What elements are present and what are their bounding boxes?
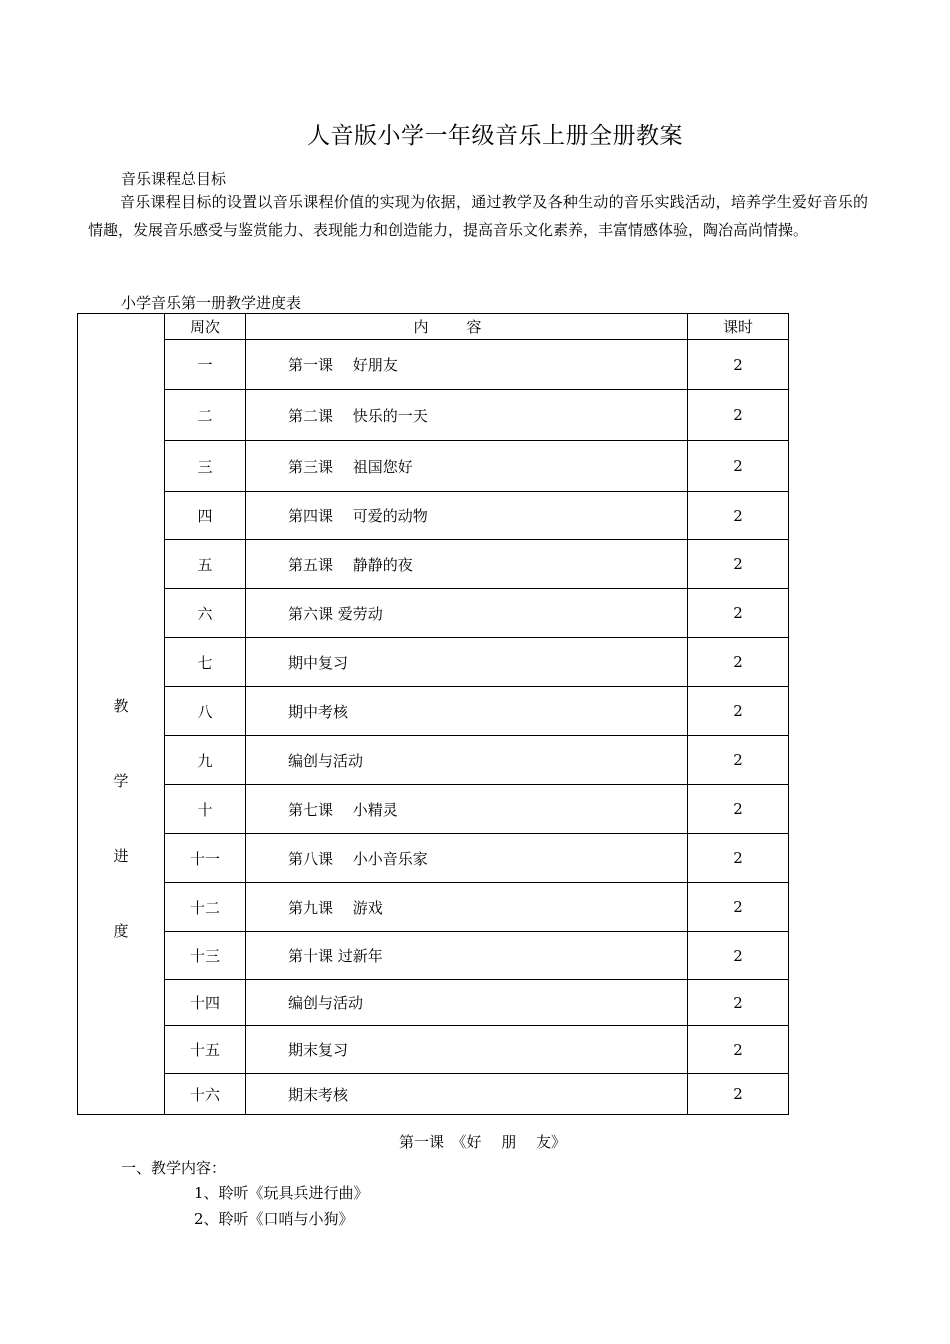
week-cell: 十三 (165, 932, 246, 980)
content-cell: 第十课 过新年 (246, 932, 688, 980)
side-label-char: 教 (113, 697, 129, 715)
week-cell: 一 (165, 340, 246, 390)
week-cell: 五 (165, 540, 246, 589)
week-cell: 九 (165, 736, 246, 785)
content-cell: 第四课 可爱的动物 (246, 492, 688, 540)
hours-cell: 2 (688, 736, 789, 785)
table-row (78, 1026, 789, 1074)
table-row (78, 441, 789, 492)
schedule-table-caption: 小学音乐第一册教学进度表 (121, 294, 302, 312)
hours-cell: 2 (688, 340, 789, 390)
week-cell: 四 (165, 492, 246, 540)
lesson1-item: 2、聆听《口哨与小狗》 (194, 1210, 354, 1228)
week-cell: 二 (165, 390, 246, 441)
content-cell: 第九课 游戏 (246, 883, 688, 932)
lesson1-heading: 一、教学内容： (121, 1159, 227, 1177)
table-row (78, 638, 789, 687)
content-cell: 编创与活动 (246, 980, 688, 1026)
hours-cell: 2 (688, 687, 789, 736)
hours-cell: 2 (688, 441, 789, 492)
lesson1-title: 第一课 《好 朋 友》 (399, 1133, 567, 1151)
header-week: 周次 (165, 314, 246, 340)
side-label (113, 459, 128, 969)
hours-cell: 2 (688, 589, 789, 638)
table-row (78, 932, 789, 980)
content-cell: 期中考核 (246, 687, 688, 736)
week-cell: 八 (165, 687, 246, 736)
side-label-char: 进 (113, 847, 129, 865)
week-cell: 十六 (165, 1074, 246, 1115)
table-row (78, 736, 789, 785)
week-cell: 十 (165, 785, 246, 834)
table-header-row (78, 314, 789, 340)
table-row (78, 883, 789, 932)
header-hours: 课时 (688, 314, 789, 340)
table-row (78, 540, 789, 589)
week-cell: 十二 (165, 883, 246, 932)
content-cell: 第三课 祖国您好 (246, 441, 688, 492)
week-cell: 三 (165, 441, 246, 492)
week-cell: 七 (165, 638, 246, 687)
table-row (78, 980, 789, 1026)
table-row (78, 1074, 789, 1115)
table-row (78, 492, 789, 540)
table-row (78, 834, 789, 883)
content-cell: 第二课 快乐的一天 (246, 390, 688, 441)
content-cell: 第一课 好朋友 (246, 340, 688, 390)
hours-cell: 2 (688, 785, 789, 834)
content-cell: 编创与活动 (246, 736, 688, 785)
side-label-char: 学 (113, 772, 129, 790)
hours-cell: 2 (688, 540, 789, 589)
hours-cell: 2 (688, 390, 789, 441)
course-goals-paragraph: 音乐课程目标的设置以音乐课程价值的实现为依据，通过教学及各种生动的音乐实践活动，培养学生爱好音乐的情趣，发展音乐感受与鉴赏能力、表现能力和创造能力，提高音乐文化素养，丰富情感体验，陶冶高尚情操。 (88, 193, 868, 239)
content-cell: 第八课 小小音乐家 (246, 834, 688, 883)
hours-cell: 2 (688, 1074, 789, 1115)
hours-cell: 2 (688, 834, 789, 883)
hours-cell: 2 (688, 883, 789, 932)
table-row (78, 589, 789, 638)
lesson1-item: 1、聆听《玩具兵进行曲》 (194, 1184, 369, 1202)
content-cell: 期末复习 (246, 1026, 688, 1074)
section-heading-course-goals: 音乐课程总目标 (121, 170, 227, 188)
hours-cell: 2 (688, 492, 789, 540)
week-cell: 六 (165, 589, 246, 638)
content-cell: 第五课 静静的夜 (246, 540, 688, 589)
content-cell: 第七课 小精灵 (246, 785, 688, 834)
hours-cell: 2 (688, 932, 789, 980)
table-row (78, 687, 789, 736)
table-row (78, 785, 789, 834)
document-title: 人音版小学一年级音乐上册全册教案 (307, 123, 683, 149)
side-label-cell (78, 314, 165, 1115)
week-cell: 十四 (165, 980, 246, 1026)
schedule-table (77, 313, 789, 1115)
week-cell: 十一 (165, 834, 246, 883)
content-cell: 第六课 爱劳动 (246, 589, 688, 638)
header-content: 内容 (246, 314, 688, 340)
hours-cell: 2 (688, 980, 789, 1026)
side-label-char: 度 (113, 922, 129, 940)
table-row (78, 340, 789, 390)
week-cell: 十五 (165, 1026, 246, 1074)
content-cell: 期中复习 (246, 638, 688, 687)
hours-cell: 2 (688, 638, 789, 687)
table-row (78, 390, 789, 441)
content-cell: 期末考核 (246, 1074, 688, 1115)
hours-cell: 2 (688, 1026, 789, 1074)
